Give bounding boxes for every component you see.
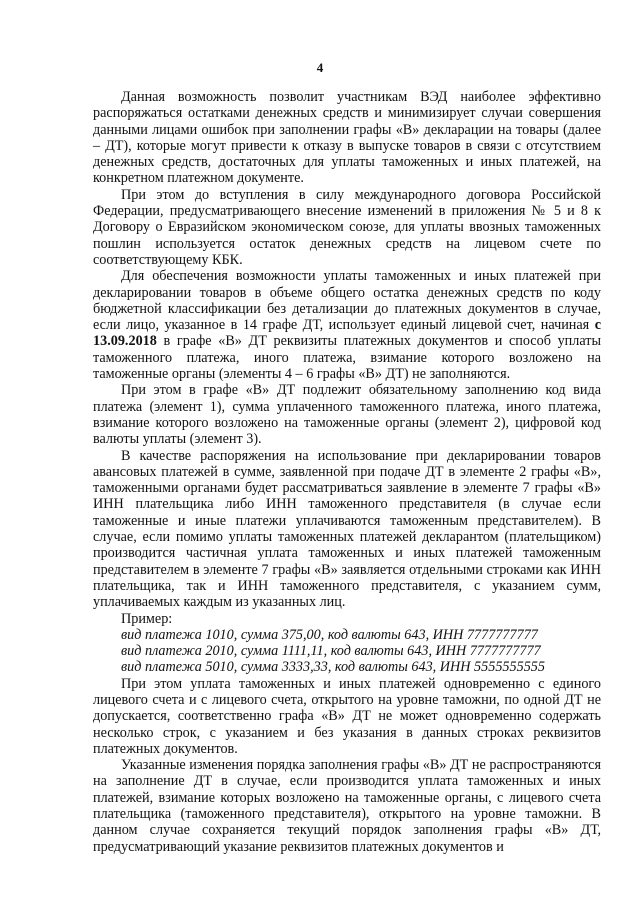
paragraph-3-end: в графе «В» ДТ реквизиты платежных документов и способ уплаты таможенного платежа, иного платежа, взимание которого возложено на таможенные органы (элементы 4 – 6 графы «В» ДТ) не заполняются. [93,333,602,383]
paragraph-7: Указанные изменения порядка заполнения графы «В» ДТ не распространяются на заполнение ДТ в случае, если производится уплата таможенных и иных платежей, взимание которых возложено на таможенные органы, с лицевого счета плательщика (таможенного представителя), открытого на уровне таможни. В данном случае сохраняется текущий порядок заполнения графы «В» ДТ, предусматривающий указание реквизитов платежных документов и [93,757,601,855]
example-line: вид платежа 1010, сумма 375,00, код валюты 643, ИНН 7777777777 [121,626,538,643]
paragraph-4: При этом в графе «В» ДТ подлежит обязательному заполнению код вида платежа (элемент 1), сумма уплаченного таможенного платежа, иного платежа, взимание которого возложено на таможенные органы (элемент 2), цифровой код валюты уплаты (элемент 3). [93,382,601,448]
paragraph-2: При этом до вступления в силу международного договора Российской Федерации, предусматривающего внесение изменений в приложения № 5 и 8 к Договору о Евразийском экономическом союзе, для уплаты ввозных таможенных пошлин используется остаток денежных средств на лицевом счете по соответствующему КБК. [93,186,601,268]
page-number: 4 [316,60,324,75]
paragraph-5: В качестве распоряжения на использование при декларировании товаров авансовых платежей в сумме, заявленной при подаче ДТ в элементе 2 графы «В», таможенными органами будет рассматриваться заявление в элементе 7 графы «В» ИНН плательщика либо ИНН таможенного представителя (в случае если таможенные и иные платежи уплачиваются таможенным представителем). В случае, если помимо уплаты таможенных платежей декларантом (плательщиком) производится частичная уплата таможенных и иных платежей таможенным представителем в элементе 7 графы «В» заявляется отдельными строками как ИНН плательщика, так и ИНН таможенного представителя, с указанием сумм, уплачиваемых каждым из указанных лиц. [93,447,601,611]
paragraph-6: При этом уплата таможенных и иных платежей одновременно с единого лицевого счета и с лицевого счета, открытого на уровне таможни, по одной ДТ не допускается, соответственно графа «В» ДТ не может одновременно содержать несколько строк, с указанием и без указания в данных строках реквизитов платежных документов. [93,675,601,757]
example-line: вид платежа 5010, сумма 3333,33, код валюты 643, ИНН 5555555555 [121,659,545,676]
paragraph-3 [93,268,601,382]
example-line: вид платежа 2010, сумма 1111,11, код валюты 643, ИНН 7777777777 [121,643,541,660]
document-body [93,89,601,855]
paragraph-1: Данная возможность позволит участникам ВЭД наиболее эффективно распоряжаться остатками денежных средств и минимизирует случаи совершения данными лицами ошибок при заполнении графы «В» декларации на товары (далее – ДТ), которые могут привести к отказу в выпуске товаров в связи с отсутствием денежных средств, достаточных для уплаты таможенных и иных платежей, на конкретном платежном документе. [93,89,601,187]
effective-date: с 13.09.2018 [93,317,602,350]
paragraph-3-start: Для обеспечения возможности уплаты таможенных и иных платежей при декларировании товаров в объеме общего остатка денежных средств по коду бюджетной классификации без детализации до платежных документов в случае, если лицо, указанное в 14 графе ДТ, использует единый лицевой счет, начиная [93,268,601,334]
example-label: Пример: [121,610,173,627]
